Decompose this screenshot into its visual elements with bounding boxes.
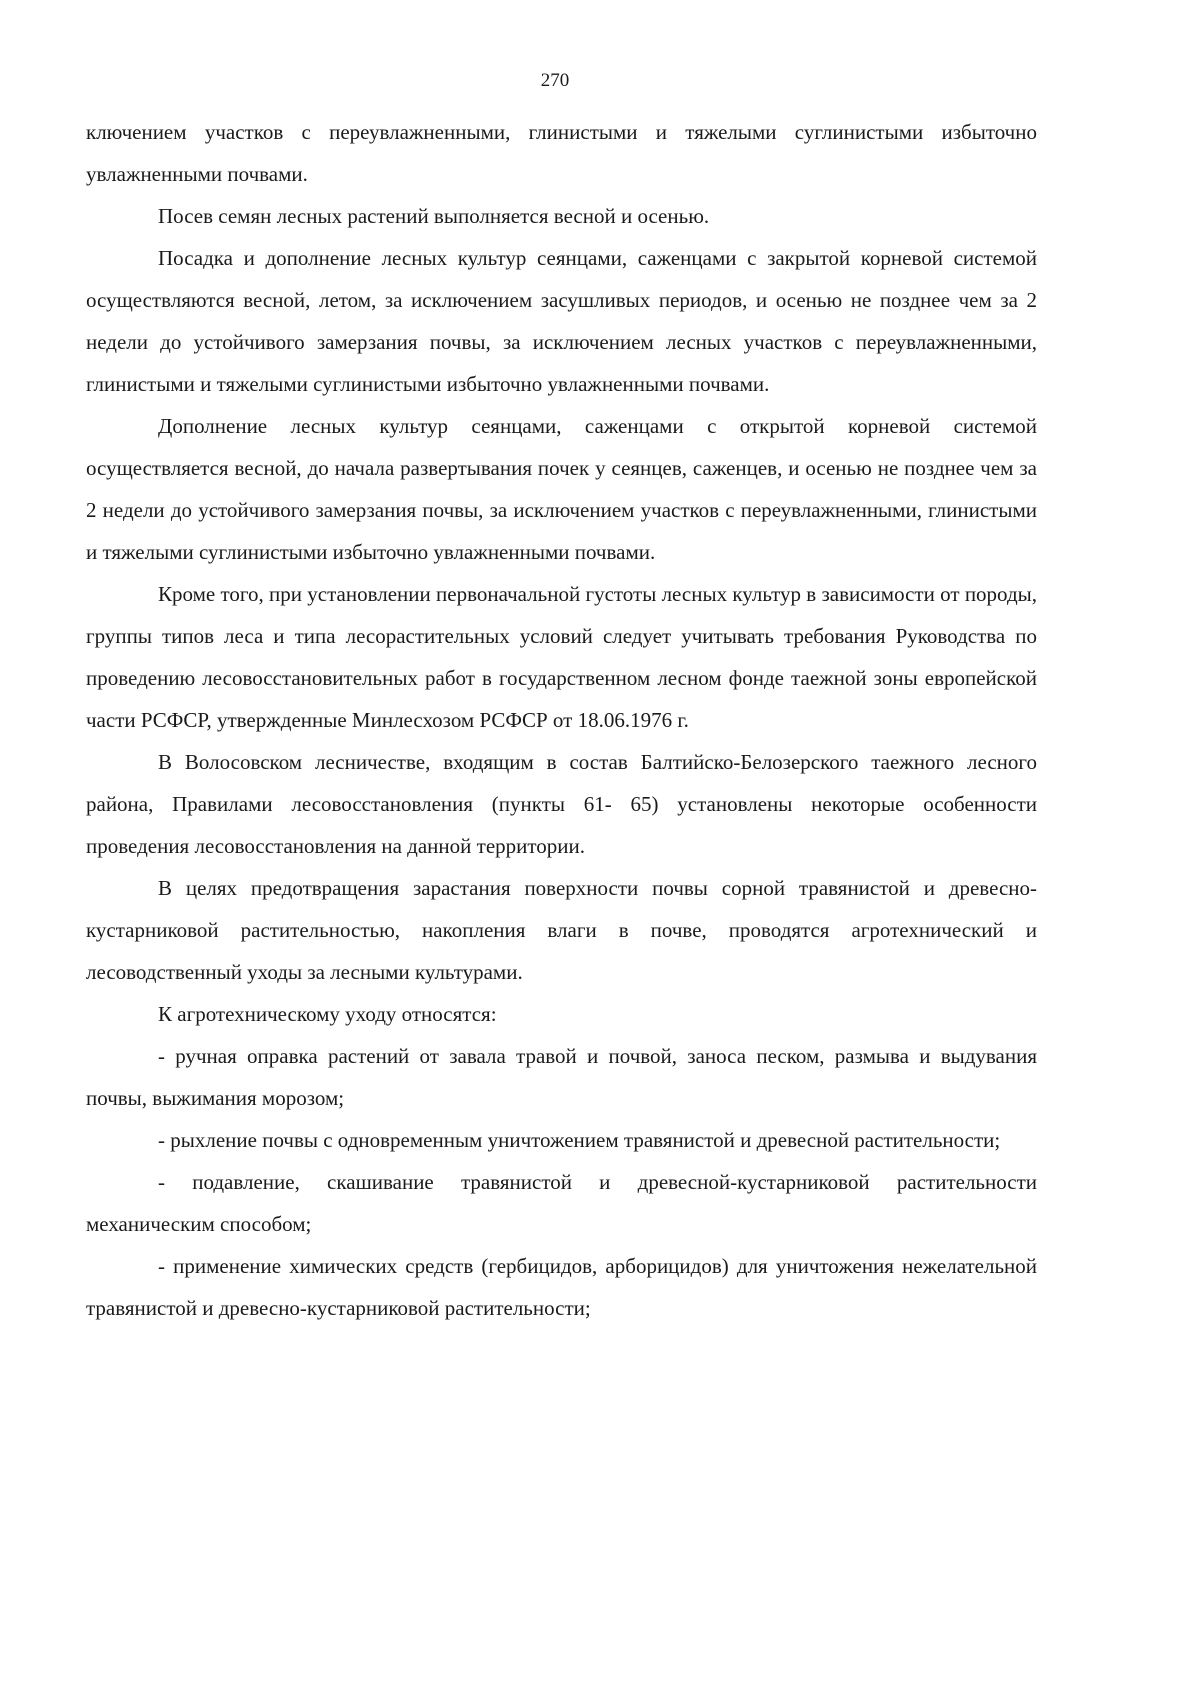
document-body	[86, 111, 1037, 1329]
paragraph-sowing-seasons: Посев семян лесных растений выполняется весной и осенью.	[158, 204, 710, 228]
paragraph-agrotech-care-heading: К агротехническому уходу относятся:	[158, 1002, 497, 1026]
paragraph-care-purpose: В целях предотвращения зарастания поверхности почвы сорной травянистой и древесно-кустарниковой растительностью, накопления влаги в почве, проводятся агротехнический и лесоводственный уходы за лесными культурами.	[86, 876, 1037, 984]
paragraph-volosovo-forestry: В Волосовском лесничестве, входящим в состав Балтийско-Белозерского таежного лесного района, Правилами лесовосстановления (пункты 61- 65) установлены некоторые особенности проведения лесовосстановления на данной территории.	[86, 750, 1037, 858]
page-number: 270	[540, 70, 570, 91]
list-item-manual-straightening: - ручная оправка растений от завала травой и почвой, заноса песком, размыва и выдувания почвы, выжимания морозом;	[86, 1044, 1037, 1110]
paragraph-continuation: ключением участков с переувлажненными, глинистыми и тяжелыми суглинистыми избыточно увлажненными почвами.	[86, 120, 1037, 186]
paragraph-open-root-planting: Дополнение лесных культур сеянцами, саженцами с открытой корневой системой осуществляется весной, до начала развертывания почек у сеянцев, саженцев, и осенью не позднее чем за 2 недели до устойчивого замерзания почвы, за исключением участков с переувлажненными, глинистыми и тяжелыми суглинистыми избыточно увлажненными почвами.	[86, 414, 1037, 564]
list-item-soil-loosening: - рыхление почвы с одновременным уничтожением травянистой и древесной растительности;	[158, 1128, 1001, 1152]
paragraph-closed-root-planting: Посадка и дополнение лесных культур сеянцами, саженцами с закрытой корневой системой осуществляются весной, летом, за исключением засушливых периодов, и осенью не позднее чем за 2 недели до устойчивого замерзания почвы, за исключением лесных участков с переувлажненными, глинистыми и тяжелыми суглинистыми избыточно увлажненными почвами.	[86, 246, 1037, 396]
list-item-mowing: - подавление, скашивание травянистой и древесной-кустарниковой растительности механическим способом;	[86, 1170, 1037, 1236]
paragraph-initial-density: Кроме того, при установлении первоначальной густоты лесных культур в зависимости от породы, группы типов леса и типа лесорастительных условий следует учитывать требования Руководства по проведению лесовосстановительных работ в государственном лесном фонде таежной зоны европейской части РСФСР, утвержденные Минлесхозом РСФСР от 18.06.1976 г.	[86, 582, 1037, 732]
list-item-chemical-treatment: - применение химических средств (гербицидов, арборицидов) для уничтожения нежелательной травянистой и древесно-кустарниковой растительности;	[86, 1254, 1037, 1320]
